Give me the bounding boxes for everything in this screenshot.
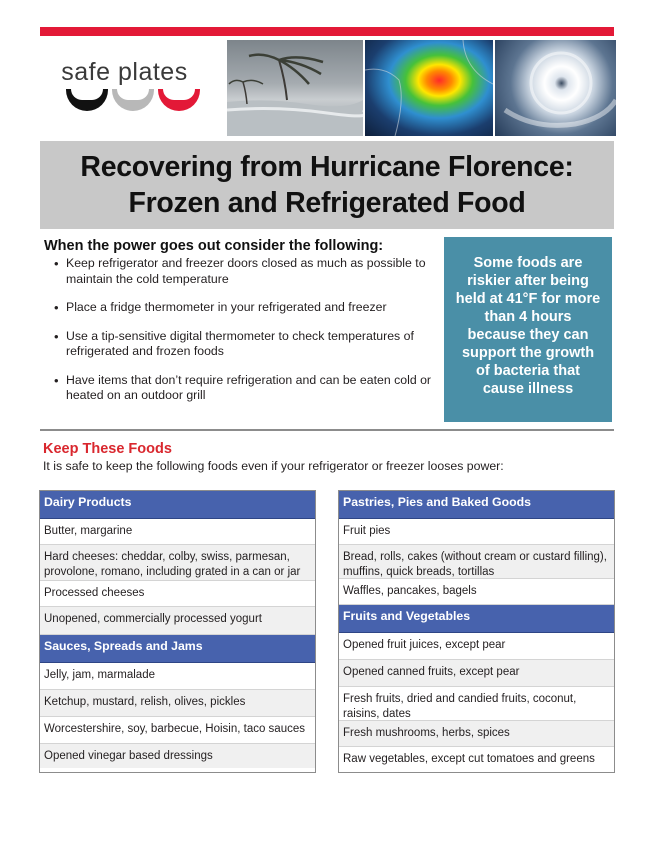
logo-plate-red-icon — [158, 89, 200, 111]
table-row: Bread, rolls, cakes (without cream or custard filling), muffins, quick breads, tortillas — [339, 545, 614, 579]
storm-palm-illustration — [227, 40, 363, 136]
bullet-item: • Place a fridge thermometer in your refrigerated and freezer — [54, 300, 434, 316]
keep-foods-heading: Keep These Foods — [43, 441, 172, 457]
table-row: Raw vegetables, except cut tomatoes and greens — [343, 753, 595, 765]
storm-palm-photo — [227, 40, 363, 136]
bullet-item: • Keep refrigerator and freezer doors closed as much as possible to maintain the cold temperature — [54, 256, 434, 287]
right-food-table — [338, 490, 615, 773]
table-row: Butter, margarine — [40, 519, 315, 545]
table-row: Fresh mushrooms, herbs, spices — [339, 721, 614, 747]
power-out-heading: When the power goes out consider the following: — [44, 238, 384, 254]
table-row: Opened canned fruits, except pear — [339, 660, 614, 687]
section-divider — [40, 429, 614, 431]
table-row: Waffles, pancakes, bagels — [339, 579, 614, 605]
logo-text: safe plates — [61, 58, 188, 86]
table-row: Worcestershire, soy, barbecue, Hoisin, taco sauces — [40, 717, 315, 744]
table-row: Processed cheeses — [40, 581, 315, 607]
table-row: Hard cheeses: cheddar, colby, swiss, parmesan, provolone, romano, including grated in a can or jar — [40, 545, 315, 581]
table-header-fruits-and-vegetables: Fruits and Vegetables — [339, 605, 614, 633]
table-header-sauces-spreads-jams: Sauces, Spreads and Jams — [40, 635, 315, 663]
left-food-table — [39, 490, 316, 773]
keep-foods-subtext: It is safe to keep the following foods even if your refrigerator or freezer looses power: — [43, 459, 504, 473]
table-row: Opened vinegar based dressings — [40, 744, 315, 768]
table-header-pastries-pies-baked-goods: Pastries, Pies and Baked Goods — [339, 491, 614, 519]
logo-plate-marks — [66, 89, 212, 111]
header-photo-strip — [227, 40, 616, 136]
bullet-item: • Have items that don’t require refrigeration and can be eaten cold or heated on an outdoor grill — [54, 373, 434, 404]
bullet-item: • Use a tip-sensitive digital thermometer to check temperatures of refrigerated and frozen foods — [54, 329, 434, 360]
table-row: Ketchup, mustard, relish, olives, pickles — [40, 690, 315, 717]
power-out-bullet-list — [54, 256, 434, 417]
title-band — [40, 141, 614, 229]
safe-plates-logo — [52, 58, 212, 118]
hurricane-satellite-image — [495, 40, 616, 136]
page-title-line2: Frozen and Refrigerated Food — [128, 187, 526, 219]
satellite-swirl-illustration — [495, 40, 616, 136]
logo-plate-gray-icon — [112, 89, 154, 111]
table-row: Unopened, commercially processed yogurt — [40, 607, 315, 635]
radar-coastline-illustration — [365, 40, 493, 136]
table-row: Opened fruit juices, except pear — [339, 633, 614, 660]
risk-callout-box — [444, 237, 612, 422]
logo-plate-black-icon — [66, 89, 108, 111]
table-row: Fresh fruits, dried and candied fruits, coconut, raisins, dates — [339, 687, 614, 721]
table-row: Jelly, jam, marmalade — [40, 663, 315, 690]
top-red-rule — [40, 27, 614, 36]
table-row: Fruit pies — [339, 519, 614, 545]
table-header-dairy-products: Dairy Products — [40, 491, 315, 519]
hurricane-radar-image — [365, 40, 493, 136]
risk-callout-text: Some foods are riskier after being held at 41°F for more than 4 hours because they can support the growth of bacteria that cause illness — [455, 255, 601, 397]
page-title-line1: Recovering from Hurricane Florence: — [80, 151, 574, 183]
